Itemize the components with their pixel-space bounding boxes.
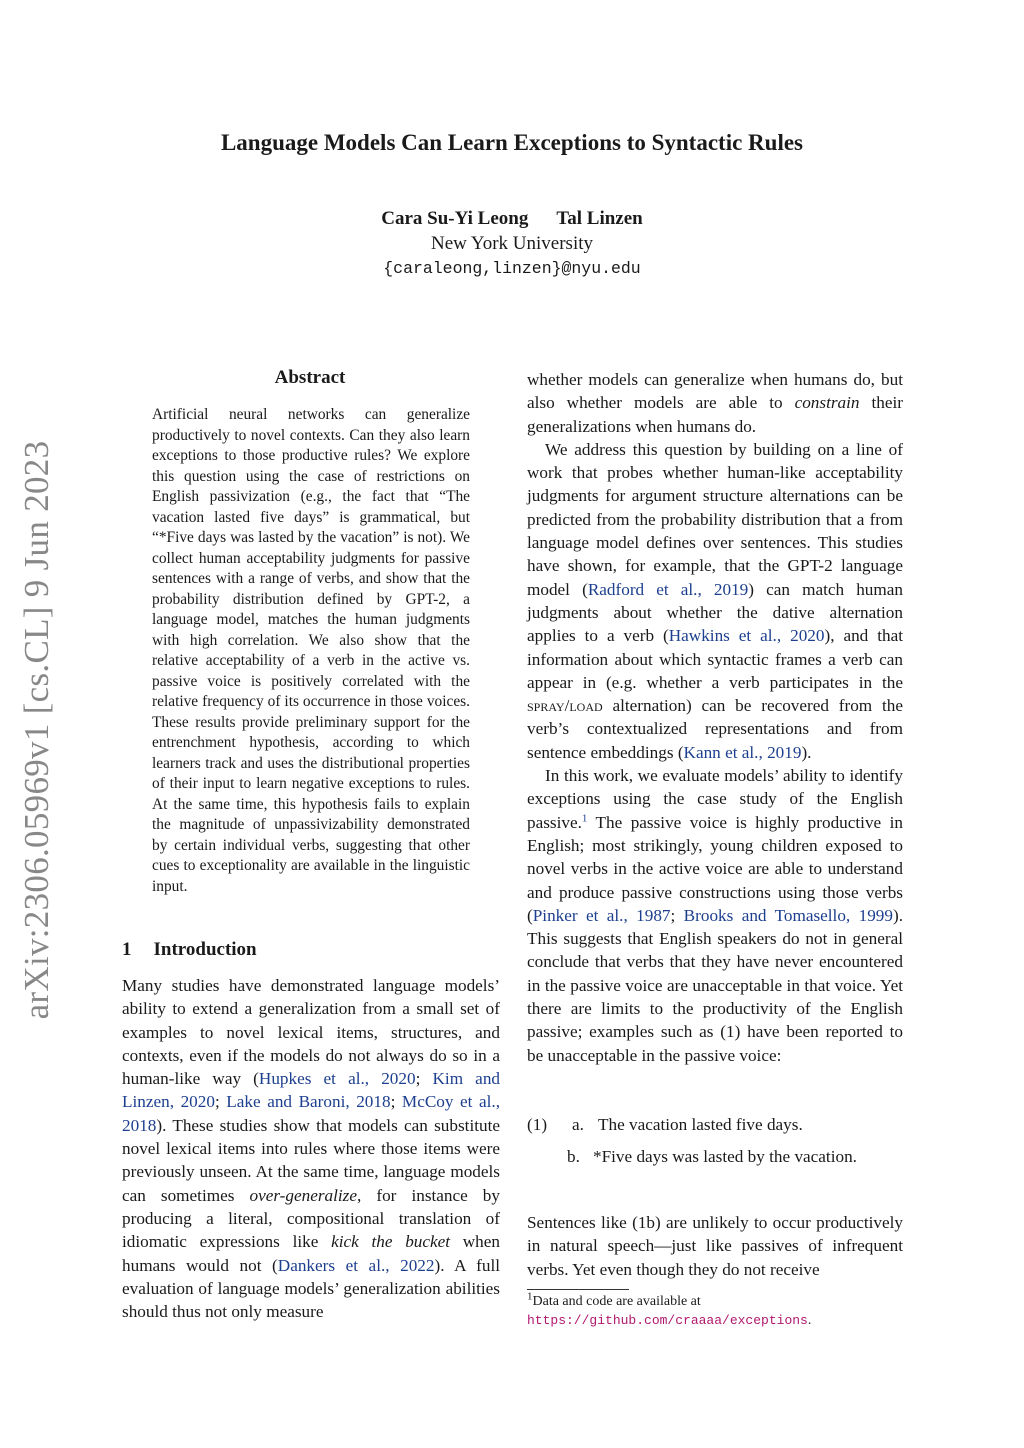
abstract-body bbox=[152, 405, 470, 897]
intro-column-left bbox=[122, 974, 500, 1323]
citation-link[interactable]: Dankers et al., 2022 bbox=[277, 1255, 435, 1275]
example-sentence: The vacation lasted five days. bbox=[598, 1115, 803, 1134]
paper-title: Language Models Can Learn Exceptions to Syntactic Rules bbox=[220, 130, 804, 155]
section-heading bbox=[122, 939, 257, 961]
example-label: a. bbox=[572, 1115, 584, 1134]
citation-link[interactable]: Hupkes et al., 2020 bbox=[258, 1069, 416, 1089]
citation-link[interactable]: Lake and Baroni, 2018 bbox=[226, 1092, 391, 1112]
section-title: Introduction bbox=[153, 939, 257, 960]
author-name: Tal Linzen bbox=[556, 208, 643, 229]
citation-link[interactable]: McCoy et al., 2018 bbox=[122, 1092, 500, 1135]
linguistic-example bbox=[527, 1113, 903, 1168]
abstract-heading: Abstract bbox=[274, 367, 346, 388]
paragraph: whether models can generalize when humans do, but also whether models are able to constrain their generalizations when humans do. bbox=[527, 370, 903, 436]
citation-link[interactable]: Radford et al., 2019 bbox=[587, 579, 749, 599]
citation-link[interactable]: Kann et al., 2019 bbox=[683, 742, 802, 762]
author-block bbox=[0, 206, 1024, 281]
footnote: $^1$Data and code are available at https://github.com/craaaa/exceptions. bbox=[527, 1290, 812, 1328]
intro-column-right bbox=[527, 368, 903, 1067]
affiliation: New York University bbox=[430, 233, 594, 254]
citation-link[interactable]: Hawkins et al., 2020 bbox=[668, 626, 825, 646]
paragraph: In this work, we evaluate models’ ability to identify exceptions using the case study of the English passive.$^1$ The passive voice is highly productive in English; most strikingly, young children exposed to novel verbs in the active voice are able to understand and produce passive constructions using those verbs (Pinker et al., 1987; Brooks and Tomasello, 1999). This suggests that English speakers do not in general conclude that verbs that they have never encountered in the passive voice are unacceptable in that voice. Yet there are limits to the productivity of the English passive; examples such as (1) have been reported to be unacceptable in the passive voice: bbox=[527, 766, 904, 1065]
abstract-text: Artificial neural networks can generalize productively to novel contexts. Can they also learn exceptions to those productive rules? We explore this question using the case of restrictions on English passivization (e.g., the fact that “The vacation lasted five days” is grammatical, but “*Five days was lasted by the vacation” is not). We collect human acceptability judgments for passive sentences with a range of verbs, and show that the probability distribution defined by GPT-2, a language model, matches the human judgments with high correlation. We also show that the relative acceptability of a verb in the active vs. passive voice is positively correlated with the relative frequency of its occurrence in those voices. These results provide preliminary support for the entrenchment hypothesis, according to which learners track and uses the distributional properties of their input to learn negative exceptions to rules. At the same time, this hypothesis fails to explain the magnitude of unpassivizability demonstrated by certain individual verbs, suggesting that other cues to exceptionality are available in the linguistic input. bbox=[152, 406, 470, 895]
paragraph: Sentences like (1b) are unlikely to occur productively in natural speech—just like passives of infrequent verbs. Yet even though they do not receive bbox=[527, 1213, 903, 1279]
section-number: 1 bbox=[122, 939, 132, 960]
footnote-link[interactable]: 1 bbox=[581, 811, 588, 824]
author-names bbox=[0, 206, 1024, 231]
example-sentence: *Five days was lasted by the vacation. bbox=[593, 1147, 857, 1166]
author-email: {caraleong,linzen}@nyu.edu bbox=[383, 259, 641, 278]
citation-link[interactable]: Kim and Linzen, 2020 bbox=[122, 1069, 501, 1112]
citation-link[interactable]: Brooks and Tomasello, 1999 bbox=[683, 905, 893, 925]
repository-link[interactable]: https://github.com/craaaa/exceptions bbox=[527, 1312, 808, 1328]
author-name: Cara Su-Yi Leong bbox=[381, 208, 529, 229]
paragraph: Many studies have demonstrated language models’ ability to extend a generalization from a small set of examples to novel lexical items, structures, and contexts, even if the models do not always do so in a human-like way (Hupkes et al., 2020; Kim and Linzen, 2020; Lake and Baroni, 2018; McCoy et al., 2018). These studies show that models can substitute novel lexical items into rules where those items were previously unseen. At the same time, language models can sometimes over-generalize, for instance by producing a literal, compositional translation of idiomatic expressions like kick the bucket when humans would not (Dankers et al., 2022). A full evaluation of language models’ generalization abilities should thus not only measure bbox=[122, 976, 501, 1322]
citation-link[interactable]: Pinker et al., 1987 bbox=[532, 905, 671, 925]
footnote-divider bbox=[527, 1289, 629, 1290]
paragraph: We address this question by building on a line of work that probes whether human-like acceptability judgments for argument structure alternations can be predicted from the probability distribution that a from language model defines over sentences. This studies have shown, for example, that the GPT-2 language model (Radford et al., 2019) can match human judgments about whether the dative alternation applies to a verb (Hawkins et al., 2020), and that information about which syntactic frames a verb can appear in (e.g. whether a verb participates in the spray/load alternation) can be recovered from the verb’s contextualized representations and from sentence embeddings (Kann et al., 2019). bbox=[527, 439, 903, 762]
example-number: (1) bbox=[527, 1115, 548, 1134]
arxiv-sidebar-stamp: arXiv:2306.05969v1 [cs.CL] 9 Jun 2023 bbox=[17, 440, 56, 1020]
example-label: b. bbox=[567, 1147, 580, 1166]
